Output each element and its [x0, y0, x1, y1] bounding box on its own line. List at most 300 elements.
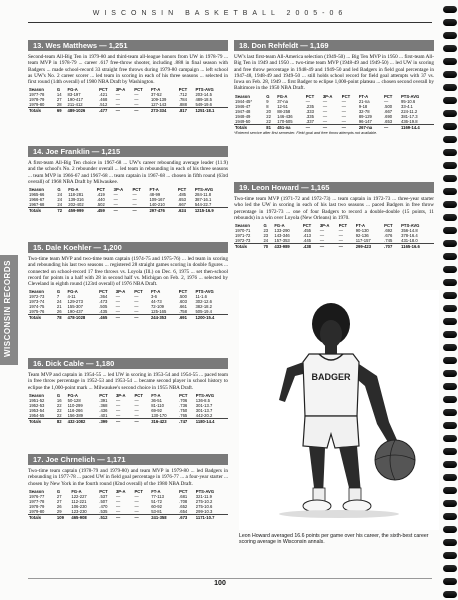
column-header: PCT	[177, 187, 187, 193]
column-header: G	[266, 93, 270, 99]
column-header: FT-A	[150, 289, 161, 295]
table-cell: 170-505	[277, 118, 293, 124]
table-cell: 72-109	[150, 304, 164, 310]
table-cell: —	[134, 294, 139, 300]
table-cell: .681	[179, 493, 188, 499]
table-cell: —	[338, 238, 343, 244]
table-cell: .537	[99, 493, 108, 499]
column-header: PCT	[179, 392, 188, 398]
table-cell: 202-402	[68, 202, 84, 208]
binding-coil	[443, 6, 457, 13]
table-cell: 1972-73	[235, 238, 251, 244]
table-cell: .421	[99, 92, 108, 98]
table-cell: —	[115, 412, 121, 418]
table-cell: 3-6	[150, 294, 157, 300]
table-cell: —	[134, 309, 139, 315]
table-cell: 157-353	[274, 238, 290, 244]
table-cell: Totals	[234, 244, 262, 250]
binding-coil	[443, 292, 457, 299]
table-cell: 297-476	[148, 208, 176, 214]
table-cell: .661	[178, 304, 187, 310]
table-cell: 24	[263, 238, 269, 244]
table-cell: .888	[178, 102, 187, 108]
table-cell: 1965-66	[29, 192, 45, 198]
column-header: PCT	[302, 223, 312, 229]
table-cell: 16	[56, 397, 62, 403]
table-cell: 302-12.6	[195, 299, 212, 305]
table-cell: .335	[305, 113, 314, 119]
column-header: 3P-A	[319, 223, 330, 229]
table-cell: —	[115, 498, 121, 504]
stats-table	[28, 187, 228, 213]
stats-table	[28, 87, 228, 113]
table-cell: .477	[98, 108, 115, 114]
table-cell: .707	[383, 244, 400, 250]
footer-rule	[28, 578, 432, 579]
table-cell: 50-128	[67, 397, 81, 403]
binding-coil	[443, 227, 457, 234]
table-cell: —	[319, 244, 338, 250]
table-cell: 70	[262, 244, 273, 250]
table-cell: 125-165	[150, 309, 167, 315]
column-header: PTS-AVG	[195, 392, 215, 398]
table-cell: —	[134, 412, 139, 418]
table-cell: 23	[263, 233, 269, 239]
table-cell: 14	[56, 92, 62, 98]
table-cell: 1976-77	[29, 493, 45, 499]
player-block	[234, 182, 434, 282]
stats-table	[234, 94, 434, 130]
table-cell: 123-230	[71, 508, 87, 514]
table-cell: 1966-67	[29, 197, 45, 203]
column-header: FG-A	[71, 488, 82, 494]
column-header: G	[56, 392, 61, 398]
table-cell: 27	[56, 498, 62, 504]
binding-coil	[443, 383, 457, 390]
table-cell: 21-na	[358, 98, 370, 104]
table-cell: .673	[178, 514, 195, 520]
table-cell: —	[134, 418, 151, 424]
binding-coil	[443, 448, 457, 455]
table-cell: .765	[179, 412, 188, 418]
column-header: 3P-A	[113, 187, 124, 193]
table-cell: 1946-47	[235, 103, 251, 109]
player-bio: Two-time team MVP and two-time team captain (1974-75 and 1975-76) ... led team in scoring and rebounding his last two seasons ... registered 28 straight games scoring in double figures ... connected on school-record 17 free throws vs. Loyola (Ill.) on Dec. 6, 1975 ... set then-school record for points in a half with 28 in second half vs. Michigan on Feb. 2, 1976 ... selected by Cleveland in eighth round (123rd overall) of 1976 NBA Draft.	[28, 256, 228, 288]
table-cell: 112-221	[71, 498, 87, 504]
table-cell: .653	[383, 118, 393, 124]
table-cell: .512	[99, 102, 108, 108]
binding-coil	[443, 539, 457, 546]
table-cell: 106-230	[71, 503, 87, 509]
table-cell: 20	[266, 108, 271, 114]
column-header: PCT	[99, 392, 108, 398]
player-title-bar: 19. Leon Howard — 1,165	[234, 182, 434, 193]
table-cell: 28	[56, 102, 62, 108]
table-cell: —	[115, 92, 120, 98]
binding-coil	[443, 513, 457, 520]
column-header: 3P-A	[115, 392, 126, 398]
section-tab	[0, 255, 18, 365]
table-cell: .512	[98, 514, 115, 520]
table-cell: 143-346	[274, 233, 290, 239]
table-cell: —	[134, 92, 139, 98]
table-cell: 1977-78	[29, 498, 45, 504]
table-cell: 24	[57, 202, 63, 208]
table-cell: —	[132, 192, 137, 198]
table-cell: 301-13.7	[195, 402, 213, 408]
stats-table	[234, 223, 434, 249]
table-cell: —	[383, 124, 400, 130]
binding-coil	[443, 487, 457, 494]
table-footnote: *Entered service after first semester. Field goal and free throw attempts not available.	[234, 130, 378, 135]
table-cell: —	[338, 228, 343, 234]
column-header: G	[56, 87, 61, 93]
table-cell: .654	[179, 508, 188, 514]
table-cell: 95-10.6	[401, 98, 416, 104]
table-cell: 1169-14.4	[400, 124, 434, 130]
table-cell: 1975-76	[29, 309, 45, 315]
table-cell: .436	[99, 407, 108, 413]
binding-coil	[443, 84, 457, 91]
table-cell: —	[132, 202, 137, 208]
table-cell: 90-130	[355, 228, 369, 234]
column-header: FG-A	[67, 87, 78, 93]
table-cell: 82	[56, 418, 67, 424]
binding-coil	[443, 578, 457, 585]
column-header: PTS-AVG	[195, 488, 215, 494]
table-cell: 33-4.1	[401, 103, 413, 109]
column-header: Season	[29, 488, 44, 494]
table-cell: 110-299	[67, 402, 83, 408]
table-cell: 22	[56, 402, 62, 408]
player-bio: Second-team All-Big Ten in 1979-80 and third-team all-league honors from UW in 1978-79 ... team MVP in 1978-79 ... career .617 free-throw shooter, including .888 in final season with Badgers ... made school-record 33 straight free throws during 1979-80 campaign ... left school as UW's No. 2 career scorer ... led team in scoring in each of his three seasons ... selected in first round (14th overall) of 1980 NBA Draft by Washington.	[28, 54, 228, 86]
column-header: Season	[235, 93, 250, 99]
binding-coil	[443, 136, 457, 143]
table-cell: 96-147	[358, 118, 372, 124]
column-header: PCT	[99, 87, 108, 93]
column-header: PTS-AVG	[401, 223, 420, 229]
table-cell: 81	[265, 124, 276, 130]
table-cell: .337	[305, 118, 314, 124]
table-cell: —	[115, 102, 120, 108]
column-header: PCT	[179, 488, 188, 494]
totals-row	[234, 244, 434, 250]
table-cell: —	[134, 498, 139, 504]
table-cell: 273-334	[150, 108, 178, 114]
binding-coil	[443, 201, 457, 208]
table-cell: 27	[56, 97, 62, 103]
table-cell: .440	[96, 197, 105, 203]
table-cell: .603	[178, 299, 187, 305]
column-header: PCT	[99, 289, 108, 295]
column-header: PCT	[134, 488, 143, 494]
table-cell: .413	[302, 233, 311, 239]
column-header: Season	[29, 289, 44, 295]
table-cell: 21	[56, 304, 62, 310]
table-cell: 316-423	[150, 418, 178, 424]
table-cell: 26	[56, 503, 62, 509]
table-cell: —	[115, 493, 121, 499]
table-cell: —	[115, 508, 121, 514]
table-cell: 544-22.7	[194, 202, 212, 208]
column-header: Season	[29, 392, 44, 398]
table-cell: 431-18.0	[401, 238, 418, 244]
binding-coil	[443, 370, 457, 377]
binding-coil	[443, 32, 457, 39]
table-cell: 146-436	[277, 113, 293, 119]
table-cell: 24	[57, 197, 63, 203]
table-cell: —	[134, 97, 139, 103]
column-header: PCT	[305, 93, 315, 99]
table-cell: —	[133, 315, 150, 321]
stats-table	[28, 489, 228, 520]
player-block	[28, 358, 228, 454]
column-header: PCT	[178, 87, 188, 93]
table-cell: 32-78	[358, 108, 370, 114]
table-cell: —	[338, 244, 355, 250]
table-cell: .333	[305, 108, 314, 114]
column-header: FT-A	[151, 392, 161, 398]
table-cell: 505-19.4	[195, 309, 212, 315]
table-cell: 436-19.8	[401, 118, 418, 124]
table-cell: 27	[56, 493, 62, 499]
table-cell: —	[341, 118, 346, 124]
table-cell: .817	[178, 108, 195, 114]
column-header: PCT	[383, 93, 393, 99]
player-bio: UW's last first-team All-America selection (1949-50) ... Big Ten MVP in 1950 ... first-team All-Big Ten in 1949 and 1950 ... two-time team MVP (1948-49 and 1949-50) ... led UW in scoring and free throw percentage in 1948-49 and 1949-50 and led Badgers in field goal percentage in 1947-48, 1948-49 and 1949-50 ... still holds school record for field goal attempts with 37 vs. Iowa on Feb. 28, 1949 ... first Badger to eclipse 1,000-point plateau ... chosen second overall by Baltimore in the 1950 NBA Draft.	[234, 54, 434, 92]
stats-table	[28, 289, 228, 320]
binding-coil	[443, 526, 457, 533]
table-cell: 275-10.2	[195, 498, 213, 504]
table-cell: .747	[178, 418, 195, 424]
table-cell: 1972-73	[29, 294, 45, 300]
table-cell: 1251-18.1	[194, 108, 228, 114]
player-title-bar: 18. Don Rehfeldt — 1,169	[234, 40, 434, 51]
table-cell: —	[115, 407, 121, 413]
table-cell: 378-16.4	[401, 233, 418, 239]
stats-table	[28, 393, 228, 424]
table-cell: —	[115, 418, 134, 424]
table-cell: 127-143	[150, 102, 167, 108]
jersey-text: BADGER	[311, 372, 351, 382]
binding-coil	[443, 123, 457, 130]
table-cell: —	[115, 315, 134, 321]
table-cell: 51-72	[151, 498, 162, 504]
column-header: FT-A	[151, 488, 161, 494]
table-cell: 4-11	[67, 294, 76, 300]
table-cell: —	[341, 113, 346, 119]
column-header: PCT	[134, 87, 143, 93]
table-cell: 155-307	[67, 304, 83, 310]
binding-coil	[443, 357, 457, 364]
table-cell: .624	[177, 208, 194, 214]
table-cell: .784	[178, 97, 187, 103]
table-cell: 72	[56, 208, 67, 214]
column-header: PCT	[134, 289, 143, 295]
table-cell: —	[115, 397, 121, 403]
binding-coil	[443, 552, 457, 559]
table-cell: 9-18	[358, 103, 368, 109]
table-cell: .364	[99, 294, 108, 300]
table-cell: 321-11.9	[195, 493, 213, 499]
table-cell: 118-281	[68, 192, 84, 198]
table-cell: 23	[263, 228, 269, 234]
table-cell: 1977-78	[29, 92, 45, 98]
table-cell: .667	[383, 108, 393, 114]
table-cell: .438	[302, 244, 319, 250]
table-cell: 299-423	[355, 244, 383, 250]
table-cell: .652	[179, 503, 188, 509]
column-header: FG-A	[67, 289, 78, 295]
table-cell: —	[134, 508, 139, 514]
table-cell: Totals	[28, 315, 56, 321]
binding-coil	[443, 214, 457, 221]
table-cell: 89-129	[358, 113, 372, 119]
table-cell: 190-417	[67, 97, 83, 103]
table-cell: 244-353	[150, 315, 178, 321]
binding-coil	[443, 19, 457, 26]
binding-coil	[443, 396, 457, 403]
table-cell: Totals	[28, 108, 56, 114]
table-cell: 9	[266, 98, 269, 104]
table-cell: —	[134, 402, 139, 408]
totals-row	[28, 108, 228, 114]
column-header: FT-A	[150, 87, 161, 93]
table-cell: 299-10.3	[195, 508, 213, 514]
player-bio: Team MVP and captain in 1954-55 ... led UW in scoring in 1953-54 and 1954-55 ... paced team in free throw percentage in 1952-53 and 1953-54 ... became second player in school history to eclipse the 1,000-point mark ... Milwaukee's second choice in 1955 NBA Draft.	[28, 372, 228, 391]
table-cell: 69-92	[151, 407, 162, 413]
column-header: FT-A	[149, 187, 159, 193]
player-title-bar: 13. Wes Matthews — 1,251	[28, 40, 228, 51]
table-cell: —	[134, 397, 139, 403]
page-header: WISCONSIN BASKETBALL 2005-06	[92, 10, 348, 17]
table-cell: 301-13.7	[195, 407, 213, 413]
column-header: G	[263, 223, 267, 229]
table-cell: .736	[179, 402, 188, 408]
table-cell: —	[113, 202, 118, 208]
table-cell: 122-227	[71, 493, 87, 499]
column-header: PCT	[341, 93, 351, 99]
binding-coil	[443, 409, 457, 416]
column-header: 3P-A	[322, 93, 333, 99]
table-cell: 116-266	[67, 407, 83, 413]
binding-coil	[443, 149, 457, 156]
table-cell: .690	[383, 113, 393, 119]
binding-coil	[443, 565, 457, 572]
table-cell: —	[134, 407, 139, 413]
table-cell: 387-16.1	[194, 197, 212, 203]
binding-coil	[443, 591, 457, 598]
table-cell: 1200-15.4	[194, 315, 228, 321]
table-cell: —	[115, 299, 120, 305]
table-cell: .399	[98, 418, 115, 424]
totals-row	[28, 418, 228, 424]
binding-coil	[443, 461, 457, 468]
table-cell: .368	[99, 402, 108, 408]
table-cell: —	[341, 124, 358, 130]
table-cell: Totals	[28, 418, 56, 424]
player-photo	[239, 290, 439, 530]
table-cell: 1180-14.4	[195, 418, 228, 424]
table-cell: 489-18.5	[195, 97, 212, 103]
binding-coil	[443, 435, 457, 442]
column-header: FG-A	[68, 187, 79, 193]
table-cell: 1952-53	[29, 402, 45, 408]
table-cell: —	[115, 402, 121, 408]
table-cell: 109	[56, 514, 70, 520]
table-cell: .505	[99, 304, 108, 310]
table-cell: .485	[177, 192, 187, 198]
table-cell: .667	[177, 202, 187, 208]
table-cell: —	[305, 124, 322, 130]
totals-row	[28, 208, 228, 214]
totals-row	[28, 315, 228, 321]
table-cell: 433-989	[273, 244, 301, 250]
binding-coil	[443, 279, 457, 286]
table-cell: —	[134, 503, 139, 509]
table-cell: 356-14.8	[401, 228, 418, 234]
table-cell: 109-167	[149, 197, 165, 203]
table-cell: 1979-80	[29, 102, 45, 108]
table-cell: 53-81	[151, 508, 162, 514]
binding-coil	[443, 331, 457, 338]
table-cell: 12-51	[277, 103, 288, 109]
table-cell: —	[134, 493, 139, 499]
table-cell: 8	[266, 103, 269, 109]
table-cell: .692	[384, 228, 393, 234]
table-cell: .455	[302, 228, 311, 234]
table-cell: 69	[56, 108, 67, 114]
table-cell: 88-258	[277, 108, 291, 114]
binding-coil	[443, 175, 457, 182]
table-cell: 478-1028	[67, 315, 99, 321]
table-cell: 241-358	[150, 514, 178, 520]
table-cell: .465	[98, 315, 115, 321]
table-cell: —	[115, 108, 134, 114]
table-cell: —	[115, 503, 121, 509]
binding-coil	[443, 45, 457, 52]
binding-coil	[443, 422, 457, 429]
column-header: PCT	[134, 392, 143, 398]
player-bio: Two-time team captain (1978-79 and 1979-80) and team MVP in 1979-80 ... led Badgers in rebounding in 1977-78 ... paced UW in field goal percentage in 1976-77 ... a four-year starter ... chosen by New York in the fourth round (82nd overall) of the 1980 NBA Draft.	[28, 468, 228, 487]
table-cell: —	[319, 228, 324, 234]
table-cell: 60-92	[151, 503, 162, 509]
column-header: Season	[29, 87, 44, 93]
table-cell: 1979-80	[29, 508, 45, 514]
table-cell: 22	[56, 407, 62, 413]
table-cell: —	[319, 238, 324, 244]
column-header: FG-A	[277, 93, 288, 99]
table-cell: —	[322, 113, 327, 119]
table-cell: —	[134, 299, 139, 305]
table-cell: 37-na	[277, 98, 288, 104]
table-cell: .500	[178, 294, 187, 300]
binding-coil	[443, 71, 457, 78]
table-cell: 1165-16.6	[400, 244, 434, 250]
column-header: G	[57, 187, 61, 193]
table-cell: 140-210	[149, 202, 165, 208]
table-cell: 81-110	[151, 402, 164, 408]
column-header: PCT	[178, 289, 188, 295]
column-header: G	[56, 488, 61, 494]
table-cell: 1951-52	[29, 397, 45, 403]
table-cell: 117-157	[355, 238, 371, 244]
table-cell: 29	[56, 508, 62, 514]
player-title-bar: 15. Dale Koehler — 1,200	[28, 242, 228, 253]
column-header: PTS-AVG	[401, 93, 420, 99]
table-cell: 83-197	[67, 92, 81, 98]
binding-coil	[443, 162, 457, 169]
